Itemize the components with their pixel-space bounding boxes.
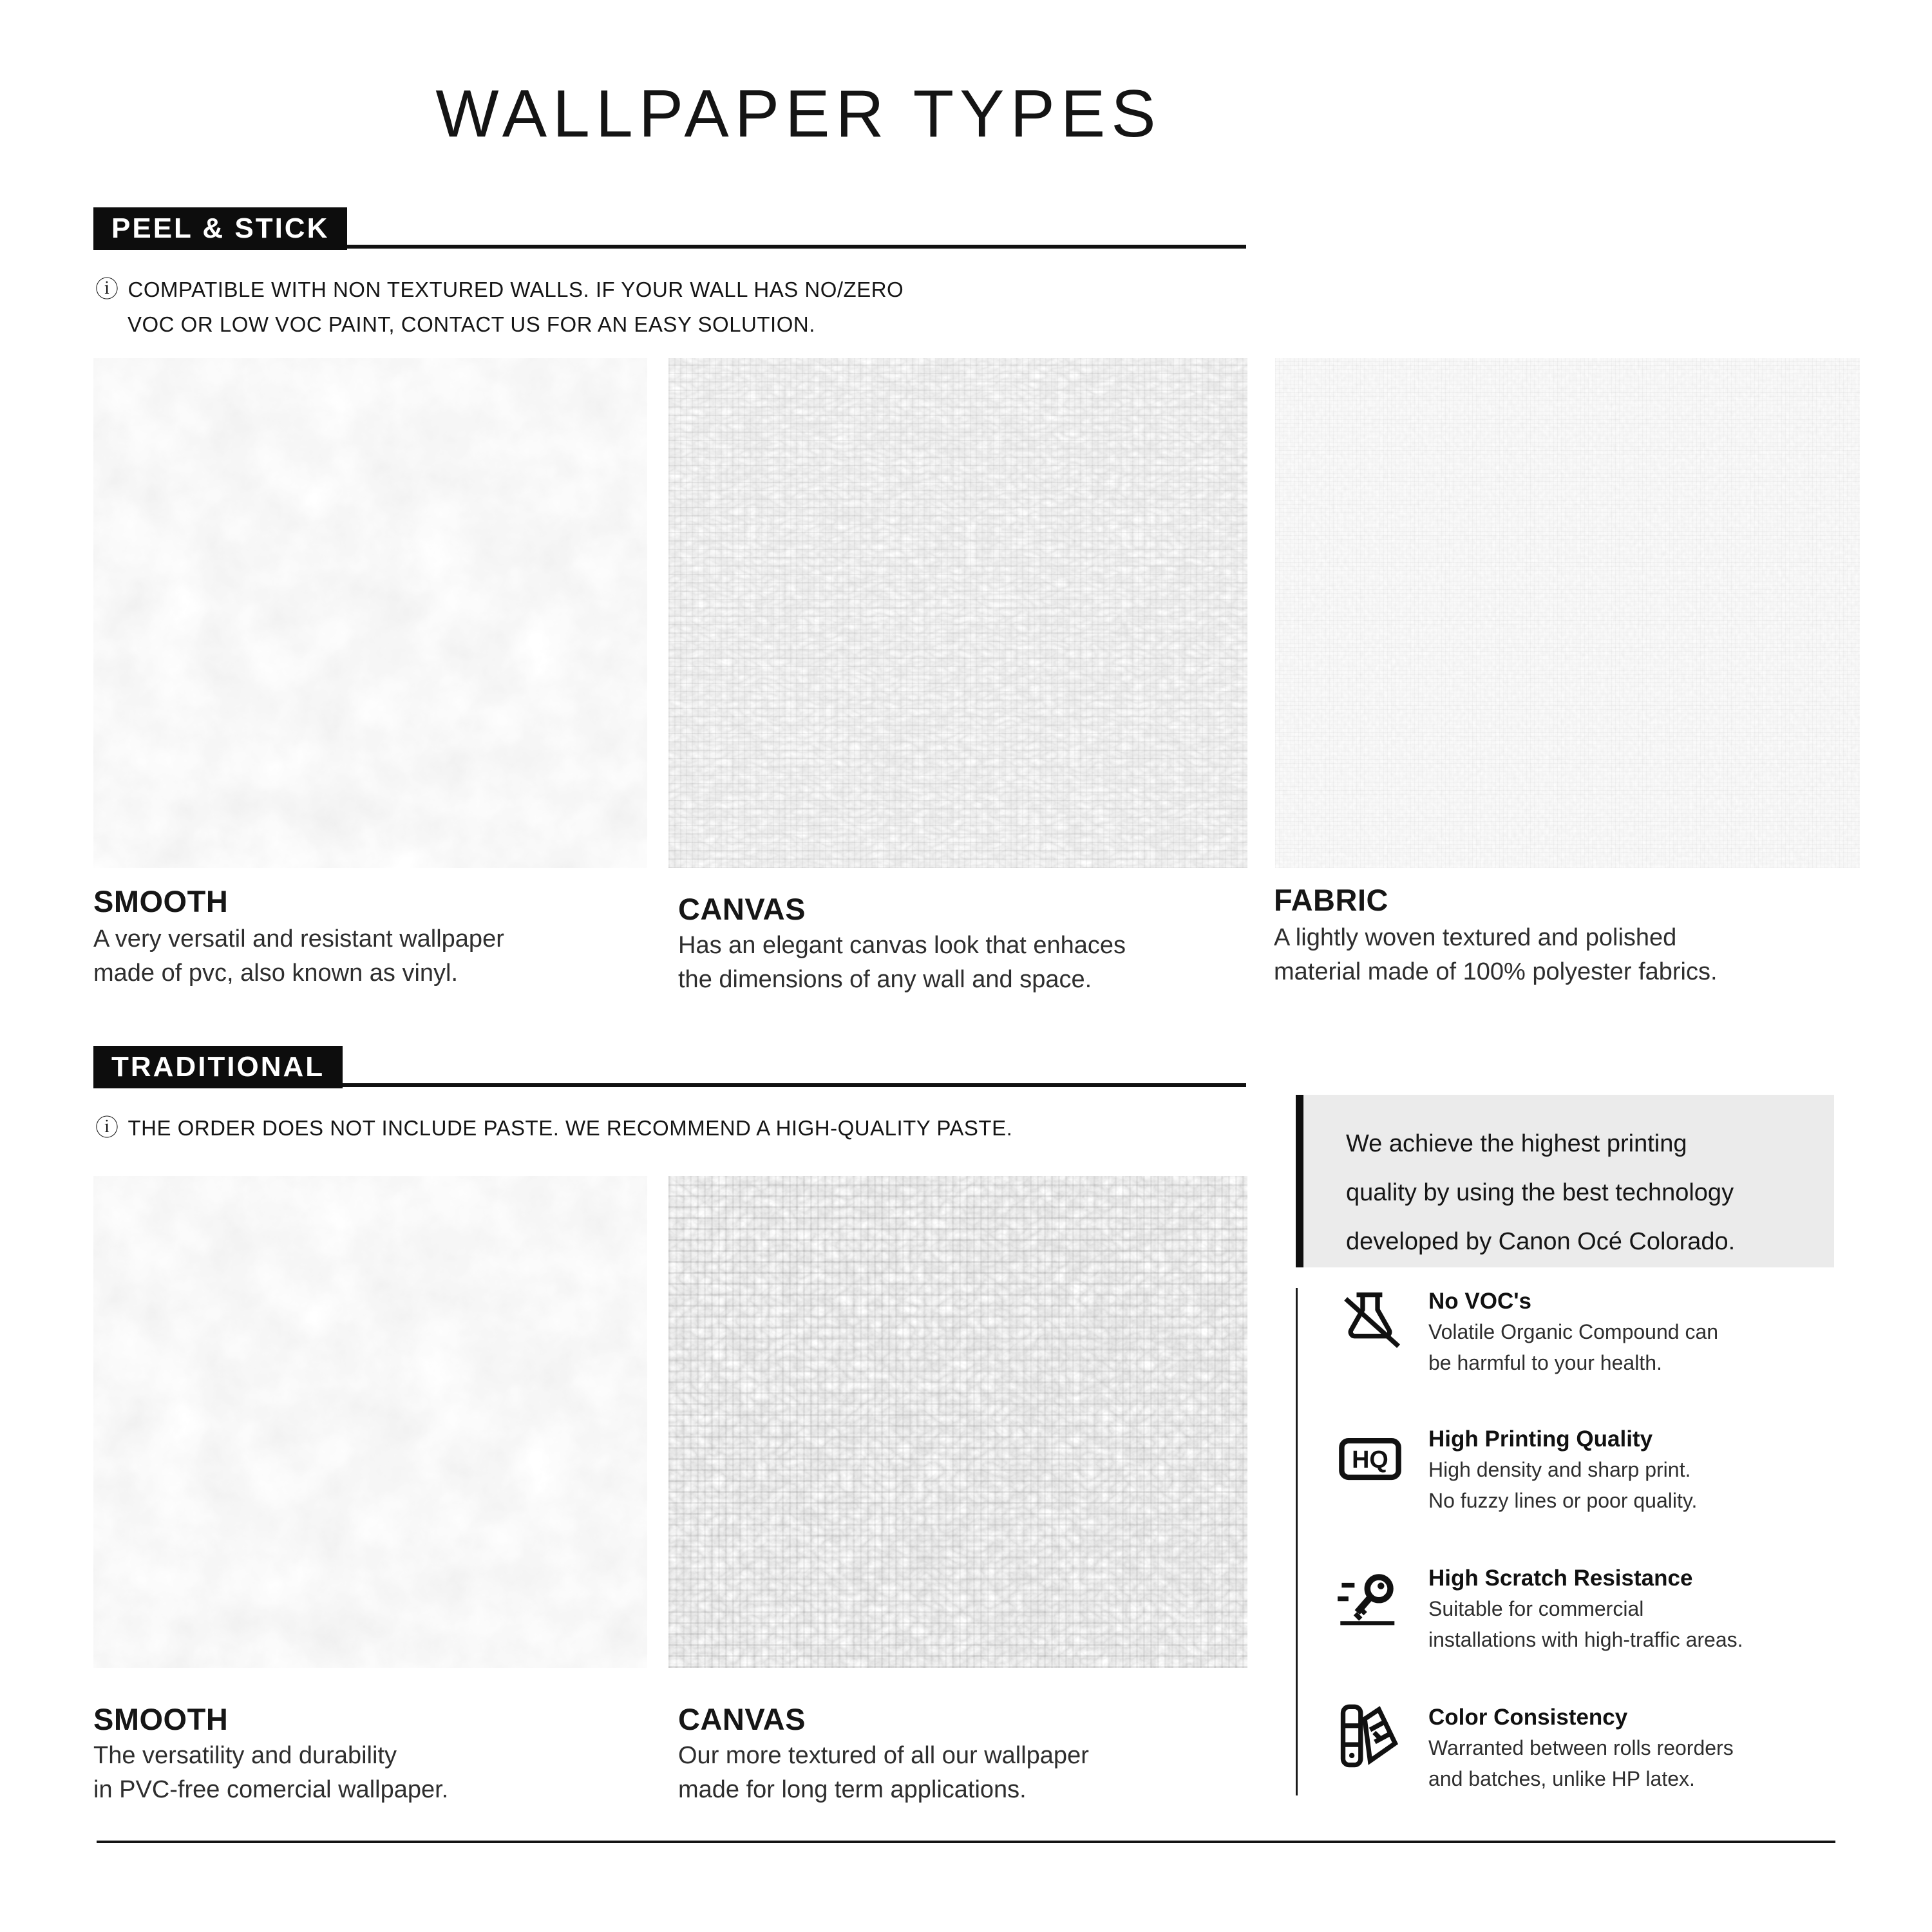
swatch-smooth-traditional: [93, 1176, 647, 1668]
bottom-rule: [97, 1841, 1835, 1843]
note-line-2: VOC OR LOW VOC PAINT, CONTACT US FOR AN EASY SOLUTION.: [128, 312, 815, 336]
feature-no-voc: [1336, 1287, 1871, 1378]
swatch-desc-smooth-trad: The versatility and durability in PVC-free comercial wallpaper.: [93, 1742, 449, 1803]
swatch-desc-canvas-ps: Has an elegant canvas look that enhaces the dimensions of any wall and space.: [678, 932, 1126, 993]
feature-color-consistency: [1336, 1703, 1871, 1794]
no-voc-flask-icon: [1336, 1287, 1404, 1354]
swatch-name-smooth-trad: SMOOTH: [93, 1702, 229, 1736]
page-title: WALLPAPER TYPES: [435, 77, 1162, 151]
swatch-desc-smooth-ps: A very versatil and resistant wallpaper made of pvc, also known as vinyl.: [93, 925, 504, 987]
key-scratch-icon: [1336, 1564, 1404, 1631]
feature-high-scratch-resistance: [1336, 1564, 1871, 1655]
swatch-canvas-traditional: [668, 1176, 1247, 1668]
section-header-peel-stick: PEEL & STICK: [93, 207, 347, 250]
swatch-smooth-peel-stick: [93, 358, 647, 868]
hq-badge-icon: [1336, 1425, 1404, 1492]
info-icon: ⓘ: [95, 276, 119, 302]
feature-text: No VOC's Volatile Organic Compound can be harmful to your health.: [1428, 1289, 1719, 1374]
swatch-fabric-peel-stick: [1275, 358, 1860, 868]
note-line-1: ⓘ THE ORDER DOES NOT INCLUDE PASTE. WE RECOMMEND A HIGH-QUALITY PASTE.: [95, 1114, 1013, 1141]
swatch-name-smooth-ps: SMOOTH: [93, 884, 229, 918]
info-icon: ⓘ: [95, 1114, 119, 1141]
swatch-desc-canvas-trad: Our more textured of all our wallpaper made for long term applications.: [678, 1742, 1089, 1803]
feature-text: High Printing Quality High density and sharp print. No fuzzy lines or poor quality.: [1428, 1426, 1698, 1512]
note-line-1: ⓘ COMPATIBLE WITH NON TEXTURED WALLS. IF YOUR WALL HAS NO/ZERO: [95, 276, 904, 302]
features-divider-line: [1296, 1288, 1298, 1795]
swatch-desc-fabric-ps: A lightly woven textured and polished material made of 100% polyester fabrics.: [1274, 924, 1718, 985]
print-quality-callout: We achieve the highest printing quality by using the best technology developed by Canon Océ Colorado.: [1296, 1095, 1834, 1267]
color-swatches-icon: [1336, 1703, 1404, 1770]
traditional-note: [95, 1110, 1012, 1146]
feature-text: High Scratch Resistance Suitable for commercial installations with high-traffic areas.: [1428, 1566, 1743, 1651]
section-header-traditional: TRADITIONAL: [93, 1046, 343, 1088]
feature-text: Color Consistency Warranted between rolls reorders and batches, unlike HP latex.: [1428, 1705, 1734, 1790]
svg-text:HQ: HQ: [1352, 1446, 1388, 1474]
swatch-canvas-peel-stick: [668, 358, 1247, 868]
swatch-name-canvas-ps: CANVAS: [678, 892, 806, 926]
peel-stick-note: [95, 272, 904, 342]
feature-high-printing-quality: [1336, 1425, 1871, 1516]
swatch-name-fabric-ps: FABRIC: [1274, 883, 1388, 917]
swatch-name-canvas-trad: CANVAS: [678, 1702, 806, 1736]
